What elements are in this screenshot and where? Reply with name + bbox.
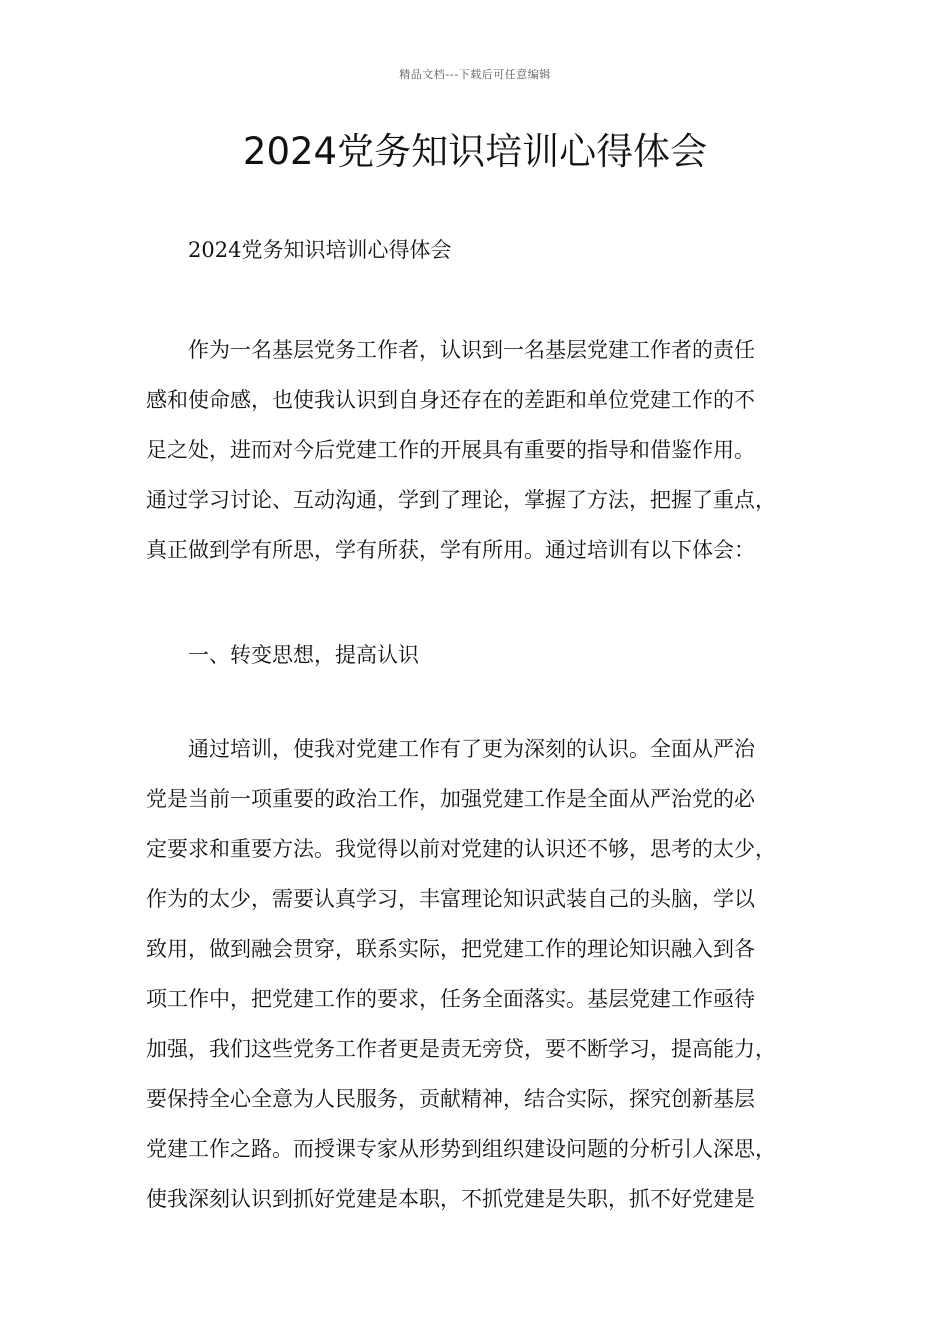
header-note: 精品文档---下载后可任意编辑 [399,68,551,81]
paragraph-line: 定要求和重要方法。我觉得以前对党建的认识还不够，思考的太少， [146,837,776,861]
paragraph-line: 致用，做到融会贯穿，联系实际，把党建工作的理论知识融入到各 [146,937,755,961]
document-subtitle: 2024党务知识培训心得体会 [188,238,452,262]
paragraph-line: 要保持全心全意为人民服务，贡献精神，结合实际，探究创新基层 [146,1087,755,1111]
paragraph-line: 真正做到学有所思，学有所获，学有所用。通过培训有以下体会： [146,538,755,562]
paragraph-intro [146,325,826,575]
section-heading [146,630,826,680]
paragraph-line: 足之处，进而对今后党建工作的开展具有重要的指导和借鉴作用。 [146,438,755,462]
paragraph-section-one [146,724,826,1224]
paragraph-line: 通过学习讨论、互动沟通，学到了理论，掌握了方法，把握了重点， [146,488,776,512]
paragraph-line: 作为一名基层党务工作者，认识到一名基层党建工作者的责任 [188,338,755,362]
paragraph-line: 党是当前一项重要的政治工作，加强党建工作是全面从严治党的必 [146,787,755,811]
paragraph-line: 感和使命感，也使我认识到自身还存在的差距和单位党建工作的不 [146,388,755,412]
section-heading-text: 一、转变思想，提高认识 [188,643,419,667]
paragraph-line: 作为的太少，需要认真学习，丰富理论知识武装自己的头脑，学以 [146,887,755,911]
paragraph-line: 项工作中，把党建工作的要求，任务全面落实。基层党建工作亟待 [146,987,755,1011]
paragraph-line: 使我深刻认识到抓好党建是本职，不抓党建是失职，抓不好党建是 [146,1187,755,1211]
paragraph-line: 通过培训，使我对党建工作有了更为深刻的认识。全面从严治 [188,737,755,761]
document-title: 2024党务知识培训心得体会 [242,130,708,173]
paragraph-line: 党建工作之路。而授课专家从形势到组织建设问题的分析引人深思， [146,1137,776,1161]
paragraph-line: 加强，我们这些党务工作者更是责无旁贷，要不断学习，提高能力， [146,1037,776,1061]
